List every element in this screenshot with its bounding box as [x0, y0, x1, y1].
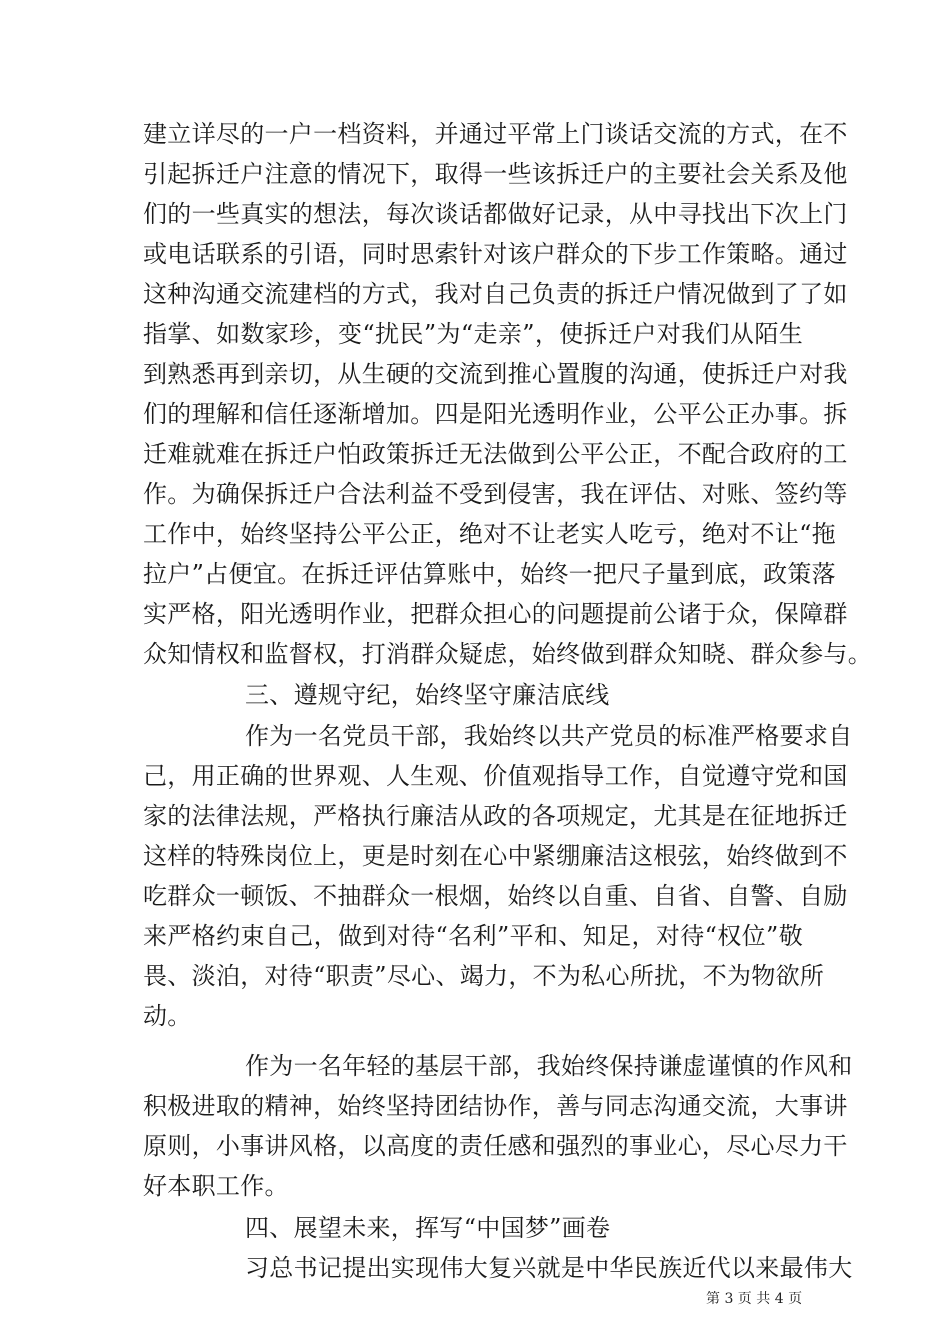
paragraph-line: 这样的特殊岗位上，更是时刻在心中紧绷廉洁这根弦，始终做到不: [143, 842, 848, 870]
paragraph-line: 畏、淡泊，对待“职责”尽心、竭力，不为私心所扰，不为物欲所: [143, 962, 825, 990]
section-heading: 四、展望未来，挥写“中国梦”画卷: [245, 1214, 611, 1242]
paragraph-line: 拉户”占便宜。在拆迁评估算账中，始终一把尺子量到底，政策落: [143, 560, 836, 588]
paragraph-line: 们的一些真实的想法，每次谈话都做好记录，从中寻找出下次上门: [143, 200, 848, 228]
paragraph-line: 原则，小事讲风格，以高度的责任感和强烈的事业心，尽心尽力干: [143, 1132, 848, 1160]
paragraph-line: 迁难就难在拆迁户怕政策拆迁无法做到公平公正，不配合政府的工: [143, 440, 848, 468]
paragraph-line: 好本职工作。: [143, 1172, 289, 1200]
page-number-footer: 第 3 页 共 4 页: [706, 1291, 803, 1307]
paragraph-line: 指掌、如数家珍，变“扰民”为“走亲”，使拆迁户对我们从陌生: [143, 320, 803, 348]
paragraph-line: 到熟悉再到亲切，从生硬的交流到推心置腹的沟通，使拆迁户对我: [143, 360, 848, 388]
paragraph-line: 家的法律法规，严格执行廉洁从政的各项规定，尤其是在征地拆迁: [143, 802, 848, 830]
paragraph-line: 这种沟通交流建档的方式，我对自己负责的拆迁户情况做到了了如: [143, 280, 848, 308]
paragraph-line: 作。为确保拆迁户合法利益不受到侵害，我在评估、对账、签约等: [143, 480, 848, 508]
paragraph-line: 来严格约束自己，做到对待“名利”平和、知足，对待“权位”敬: [143, 922, 803, 950]
paragraph-line: 引起拆迁户注意的情况下，取得一些该拆迁户的主要社会关系及他: [143, 160, 848, 188]
section-heading: 三、遵规守纪，始终坚守廉洁底线: [245, 681, 610, 709]
paragraph-line: 建立详尽的一户一档资料，并通过平常上门谈话交流的方式，在不: [143, 120, 848, 148]
paragraph-line: 作为一名党员干部，我始终以共产党员的标准严格要求自: [245, 722, 853, 750]
paragraph-line: 动。: [143, 1002, 192, 1030]
paragraph-line: 实严格，阳光透明作业，把群众担心的问题提前公诸于众，保障群: [143, 600, 848, 628]
paragraph-line: 积极进取的精神，始终坚持团结协作，善与同志沟通交流，大事讲: [143, 1092, 848, 1120]
paragraph-line: 作为一名年轻的基层干部，我始终保持谦虚谨慎的作风和: [245, 1052, 853, 1080]
paragraph-line: 众知情权和监督权，打消群众疑虑，始终做到群众知晓、群众参与。: [143, 640, 872, 668]
paragraph-line: 工作中，始终坚持公平公正，绝对不让老实人吃亏，绝对不让“拖: [143, 520, 836, 548]
paragraph-line: 们的理解和信任逐渐增加。四是阳光透明作业，公平公正办事。拆: [143, 400, 848, 428]
paragraph-line: 习总书记提出实现伟大复兴就是中华民族近代以来最伟大: [245, 1254, 853, 1282]
paragraph-line: 吃群众一顿饭、不抽群众一根烟，始终以自重、自省、自警、自励: [143, 882, 848, 910]
paragraph-line: 或电话联系的引语，同时思索针对该户群众的下步工作策略。通过: [143, 240, 848, 268]
paragraph-line: 己，用正确的世界观、人生观、价值观指导工作，自觉遵守党和国: [143, 762, 848, 790]
